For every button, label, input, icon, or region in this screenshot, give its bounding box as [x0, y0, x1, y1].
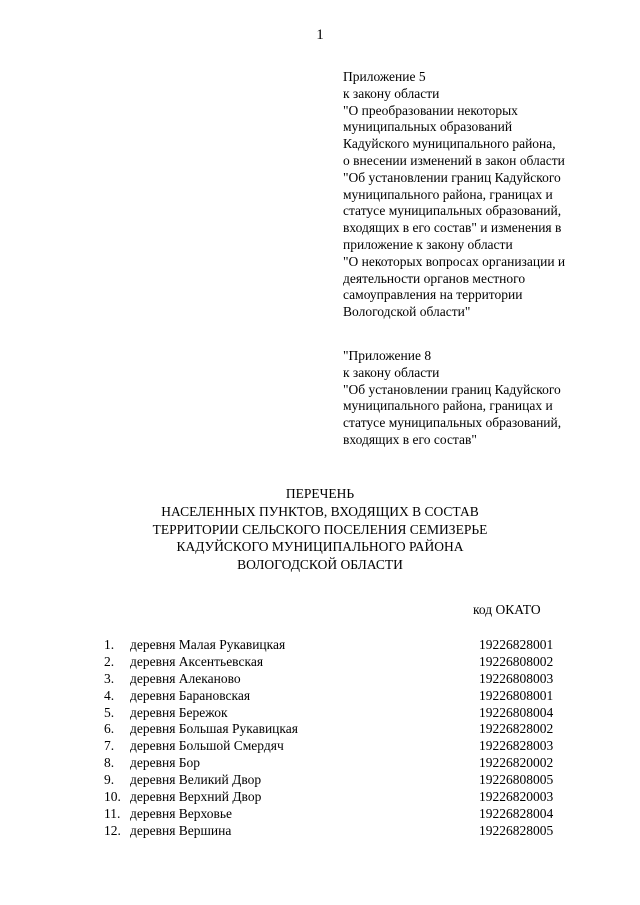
appendix-5-line: "Об установлении границ Кадуйского: [343, 169, 561, 185]
settlement-name: деревня Алеканово: [130, 670, 241, 686]
appendix-8-line: к закону области: [343, 364, 440, 380]
settlement-row: [0, 671, 640, 688]
settlement-num: 9.: [104, 772, 115, 788]
settlement-code: 19226828002: [479, 721, 554, 737]
okato-column-header: код ОКАТО: [473, 602, 541, 617]
settlement-name: деревня Аксентьевская: [130, 653, 264, 669]
settlement-num: 11.: [104, 805, 121, 821]
appendix-8-line: входящих в его состав": [343, 431, 477, 447]
document-title-line: ПЕРЕЧЕНЬ: [285, 486, 355, 501]
settlement-code: 19226828003: [479, 738, 554, 754]
settlement-name: деревня Великий Двор: [130, 772, 262, 788]
appendix-5-line: "О преобразовании некоторых: [343, 102, 518, 118]
settlement-row: [0, 721, 640, 738]
document-title: [0, 485, 640, 574]
settlement-name: деревня Малая Рукавицкая: [130, 637, 286, 652]
settlement-row: [0, 705, 640, 722]
appendix-5-line: муниципальных образований: [343, 119, 513, 135]
settlement-code: 19226808002: [479, 653, 554, 669]
settlement-name: деревня Бережок: [130, 704, 228, 720]
settlement-row: [0, 806, 640, 823]
document-title-line: ВОЛОГОДСКОЙ ОБЛАСТИ: [237, 557, 403, 573]
appendix-8-header: [343, 348, 633, 449]
document-title-line: КАДУЙСКОГО МУНИЦИПАЛЬНОГО РАЙОНА: [176, 539, 464, 555]
appendix-5-line: статусе муниципальных образований,: [343, 203, 562, 219]
settlement-row: [0, 755, 640, 772]
appendix-5-line: деятельности органов местного: [343, 270, 526, 286]
appendix-8-line: "Приложение 8: [343, 348, 432, 363]
settlement-row: [0, 738, 640, 755]
settlement-code: 19226828001: [479, 637, 554, 652]
settlement-num: 10.: [104, 789, 121, 805]
settlements-list: [0, 637, 640, 840]
settlement-row: [0, 772, 640, 789]
appendix-5-line: приложение к закону области: [343, 236, 513, 252]
document-title-line: ТЕРРИТОРИИ СЕЛЬСКОГО ПОСЕЛЕНИЯ СЕМИЗЕРЬЕ: [152, 521, 488, 537]
settlement-name: деревня Большая Рукавицкая: [130, 721, 298, 737]
appendix-5-line: входящих в его состав" и изменения в: [343, 220, 562, 236]
appendix-5-line: "О некоторых вопросах организации и: [343, 253, 566, 269]
settlement-num: 12.: [104, 822, 121, 838]
settlement-num: 2.: [104, 653, 115, 669]
settlement-row: [0, 637, 640, 654]
settlement-num: 6.: [104, 721, 115, 737]
settlement-name: деревня Большой Смердяч: [130, 738, 284, 754]
settlement-code: 19226808005: [479, 772, 554, 788]
appendix-5-line: Кадуйского муниципального района,: [343, 136, 556, 152]
appendix-5-line: Приложение 5: [343, 69, 426, 84]
settlement-code: 19226820002: [479, 755, 554, 771]
settlement-code: 19226820003: [479, 789, 554, 805]
settlement-row: [0, 823, 640, 840]
settlement-code: 19226808001: [479, 687, 554, 703]
settlement-name: деревня Бор: [130, 755, 201, 771]
settlement-num: 7.: [104, 738, 115, 754]
settlement-row: [0, 789, 640, 806]
appendix-5-line: к закону области: [343, 85, 440, 101]
settlement-name: деревня Верховье: [130, 805, 233, 821]
settlement-row: [0, 654, 640, 671]
page-number: 1: [316, 27, 324, 43]
appendix-8-line: муниципального района, границах и: [343, 398, 553, 414]
appendix-8-line: статусе муниципальных образований,: [343, 415, 562, 431]
settlement-num: 3.: [104, 670, 115, 686]
settlement-num: 4.: [104, 687, 115, 703]
appendix-5-line: муниципального района, границах и: [343, 186, 553, 202]
appendix-5-line: самоуправления на территории: [343, 287, 523, 303]
settlement-code: 19226808004: [479, 704, 554, 720]
settlement-num: 1.: [104, 637, 115, 652]
document-title-line: НАСЕЛЕННЫХ ПУНКТОВ, ВХОДЯЩИХ В СОСТАВ: [161, 503, 479, 519]
appendix-5-line: о внесении изменений в закон области: [343, 152, 565, 168]
appendix-8-line: "Об установлении границ Кадуйского: [343, 381, 561, 397]
appendix-5-line: Вологодской области": [343, 304, 471, 320]
settlement-num: 5.: [104, 704, 115, 720]
settlement-code: 19226828004: [479, 805, 554, 821]
appendix-5-header: [343, 69, 633, 321]
settlement-num: 8.: [104, 755, 115, 771]
settlement-code: 19226828005: [479, 822, 554, 838]
settlement-row: [0, 688, 640, 705]
settlement-name: деревня Верхний Двор: [130, 789, 262, 805]
settlement-code: 19226808003: [479, 670, 554, 686]
settlement-name: деревня Барановская: [130, 687, 251, 703]
settlement-name: деревня Вершина: [130, 822, 232, 838]
